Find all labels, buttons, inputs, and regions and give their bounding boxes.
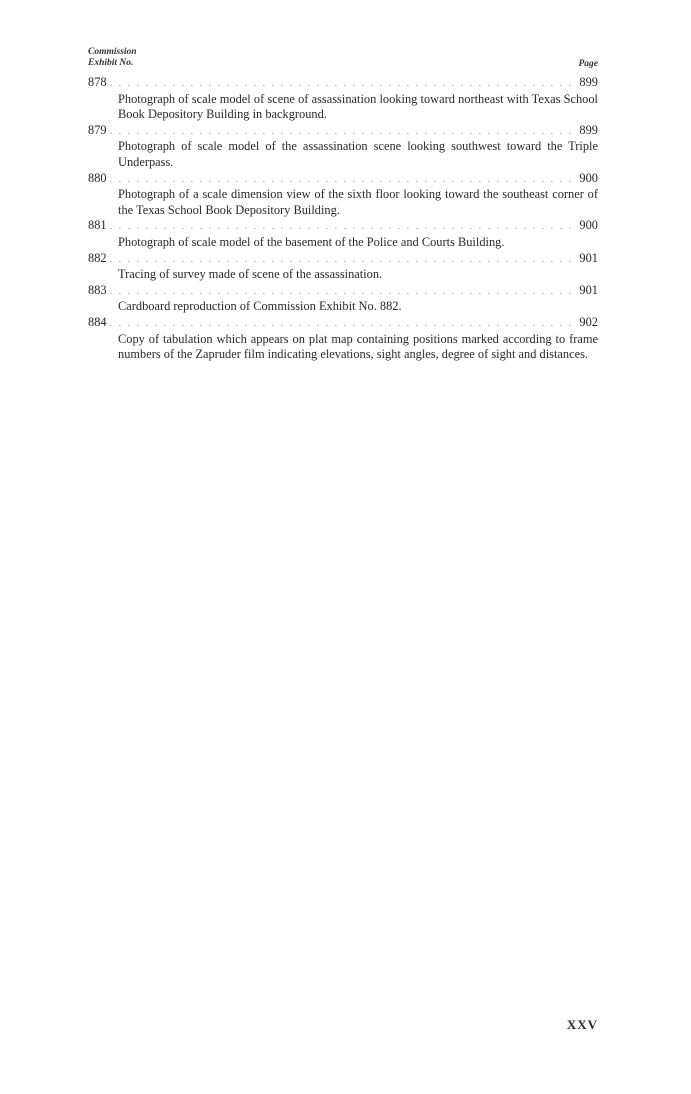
exhibit-description: Photograph of a scale dimension view of the sixth floor looking toward the southeast corner of the Texas School Book Depository Building. bbox=[118, 187, 598, 217]
exhibit-description: Photograph of scale model of the assassination scene looking southwest toward the Triple Underpass. bbox=[118, 139, 598, 169]
exhibit-description: Copy of tabulation which appears on plat map containing positions marked according to frame numbers of the Zapruder film indicating elevations, sight angles, degree of sight and distances. bbox=[118, 331, 598, 362]
exhibit-number: 884 bbox=[88, 314, 107, 329]
exhibit-number: 883 bbox=[88, 282, 107, 297]
dot-leader bbox=[110, 124, 577, 140]
page-folio: XXV bbox=[566, 1017, 598, 1032]
page-number: 899 bbox=[579, 75, 598, 89]
column-header-exhibit bbox=[88, 47, 137, 69]
page-number: 899 bbox=[579, 122, 598, 137]
exhibit-description: Tracing of survey made of scene of the assassination. bbox=[118, 267, 383, 282]
page-number: 900 bbox=[579, 218, 598, 233]
exhibit-description: Photograph of scale model of the basement of the Police and Courts Building. bbox=[118, 234, 505, 249]
exhibit-number: 882 bbox=[88, 250, 107, 265]
dot-leader bbox=[110, 284, 577, 300]
exhibit-number: 881 bbox=[88, 218, 107, 233]
exhibit-description: Photograph of scale model of scene of assassination looking toward northeast with Texas School Book Depository Building in background. bbox=[118, 91, 598, 122]
dot-leader bbox=[110, 252, 577, 268]
page-number: 902 bbox=[579, 314, 598, 329]
list-item bbox=[88, 251, 598, 283]
exhibit-description: Cardboard reproduction of Commission Exhibit No. 882. bbox=[118, 299, 402, 314]
list-item bbox=[88, 218, 598, 250]
list-item bbox=[88, 171, 598, 219]
dot-leader bbox=[110, 316, 577, 332]
exhibit-number: 879 bbox=[88, 122, 107, 137]
dot-leader bbox=[110, 76, 577, 92]
dot-leader bbox=[110, 219, 577, 235]
list-item bbox=[88, 315, 598, 363]
list-item bbox=[88, 75, 598, 123]
column-header-line: Commission bbox=[88, 47, 137, 57]
list-item bbox=[88, 283, 598, 315]
page-number: 901 bbox=[579, 282, 598, 297]
column-header-line: Exhibit No. bbox=[88, 58, 134, 68]
dot-leader bbox=[110, 172, 577, 188]
column-header-page: Page bbox=[578, 59, 598, 69]
exhibit-number: 878 bbox=[88, 75, 107, 89]
exhibit-number: 880 bbox=[88, 170, 107, 185]
page-number: 901 bbox=[579, 250, 598, 265]
page-number: 900 bbox=[579, 170, 598, 185]
exhibit-list bbox=[88, 75, 598, 363]
list-item bbox=[88, 123, 598, 171]
